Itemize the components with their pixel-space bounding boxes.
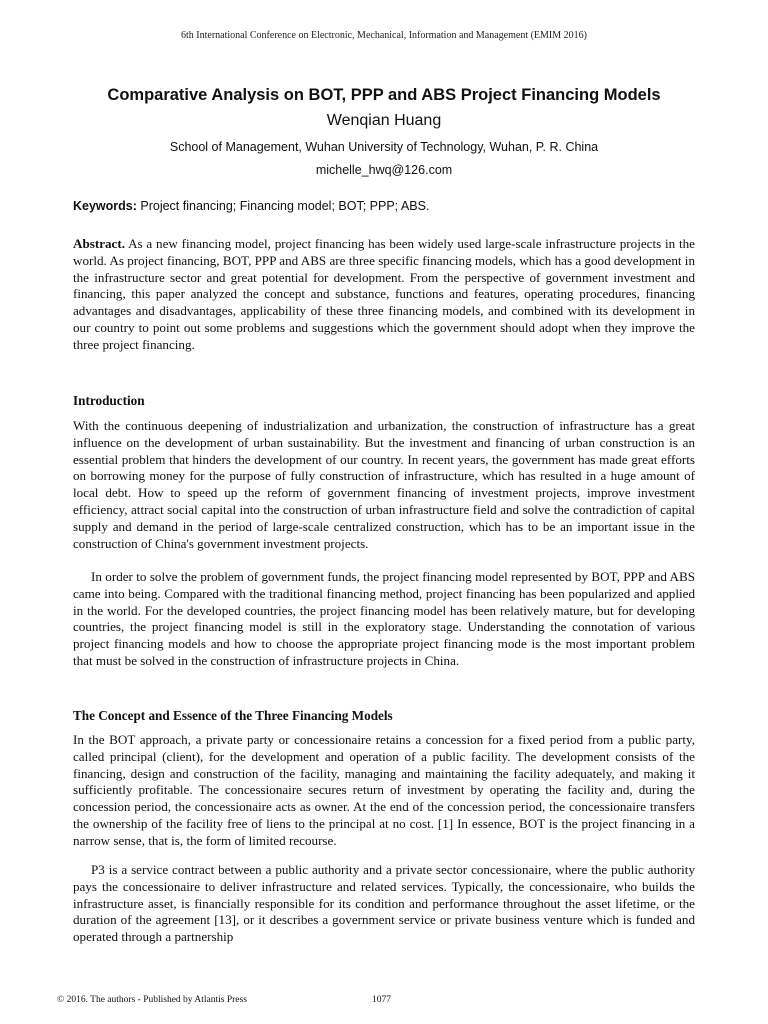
author-affiliation: School of Management, Wuhan University of Technology, Wuhan, P. R. China [169, 140, 599, 154]
copyright-footer: © 2016. The authors - Published by Atlantis Press [57, 995, 247, 1005]
introduction-paragraph-2: In order to solve the problem of government funds, the project financing model represented by BOT, PPP and ABS came into being. Compared with the traditional financing method, project financing has been popularized and applied in the world. For the developed countries, the project financing model has been relatively mature, but for developing countries, the project financing model is still in the exploratory stage. Understanding the connotation of various project financing models and how to choose the appropriate project financing mode is the most important problem that must be solved in the construction of infrastructure projects in China. [73, 569, 695, 668]
author-email: michelle_hwq@126.com [315, 163, 453, 177]
abstract-label: Abstract. [73, 236, 125, 251]
concept-paragraph-1: In the BOT approach, a private party or concessionaire retains a concession for a fixed period from a public party, called principal (client), for the development and operation of a public facility. The development consists of the financing, design and construction of the facility, managing and maintaining the facility adequately, and making it sufficiently profitable. The concessionaire secures return of investment by operating the facility and, during the concession period, the concessionaire acts as owner. At the end of the concession period, the concessionaire transfers the ownership of the facility free of liens to the principal at no cost. [1] In essence, BOT is the project financing in a narrow sense, that is, the form of limited recourse. [73, 732, 695, 848]
keywords-text: Project financing; Financing model; BOT; PPP; ABS. [136, 199, 430, 213]
abstract-paragraph [73, 236, 695, 354]
introduction-heading: Introduction [73, 393, 145, 408]
introduction-paragraph-1: With the continuous deepening of industrialization and urbanization, the construction of infrastructure has a great influence on the development of urban sustainability. But the investment and financing of urban construction is an essential problem that hinders the development of our country. In recent years, the government has made great efforts on borrowing money for the purpose of fully construction of infrastructure, which has resulted in a huge amount of local debt. How to speed up the reform of government financing of investment projects, improve investment efficiency, attract social capital into the construction of urban infrastructure field and solve the contradiction of capital supply and demand in the period of large-scale centralized construction, which has to be an important issue in the construction of China's government investment projects. [73, 418, 695, 551]
page-number: 1077 [372, 995, 391, 1005]
abstract-text: As a new financing model, project financing has been widely used large-scale infrastructure projects in the world. As project financing, BOT, PPP and ABS are three specific financing models, which has a good development in the infrastructure sector and great potential for development. From the perspective of government investment and financing, this paper analyzed the concept and substance, functions and features, operating procedures, financing advantages and disadvantages, applicability of these three financing models, and combined with its development in our country to point out some problems and suggestions which the government should adopt when they improve the three project financing. [73, 236, 695, 352]
author-name: Wenqian Huang [326, 112, 442, 129]
keywords-line [73, 199, 693, 213]
keywords-label: Keywords: [73, 199, 137, 213]
concept-paragraph-2: P3 is a service contract between a public authority and a private sector concessionaire, where the public authority pays the concessionaire to deliver infrastructure and related services. Typically, the concessionaire, who builds the infrastructure asset, is financially responsible for its condition and performance throughout the asset lifetime, or the duration of the agreement [13], or it describes a government service or private business venture which is funded and operated through a partnership [73, 862, 695, 945]
concept-heading: The Concept and Essence of the Three Financing Models [73, 708, 393, 723]
conference-header: 6th International Conference on Electronic, Mechanical, Information and Management (EMIM 2016) [181, 30, 587, 41]
paper-title: Comparative Analysis on BOT, PPP and ABS Project Financing Models [107, 86, 661, 104]
